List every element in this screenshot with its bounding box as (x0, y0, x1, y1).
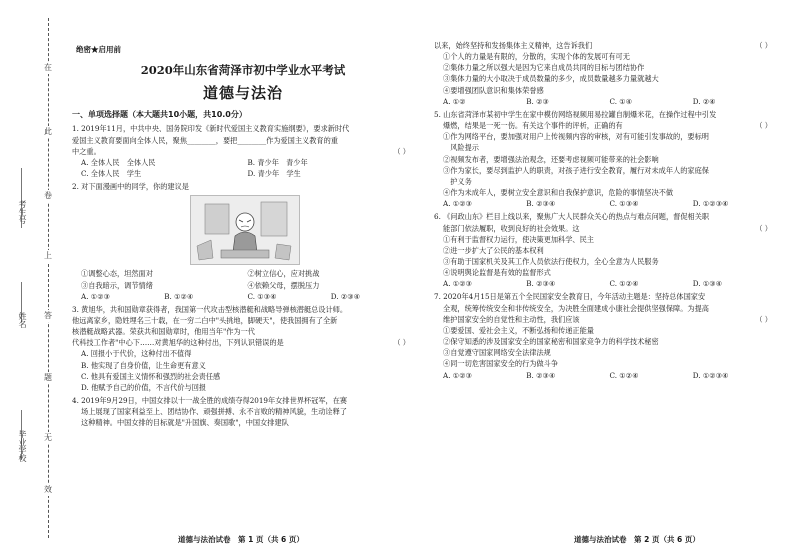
option: ②视频发布者，要增强法治观念，还要考虑视频可能带来的社会影响 (443, 154, 659, 164)
question-line: 全观，统筹传统安全和非传统安全，为决胜全面建成小康社会提供坚强保障。为提高 (443, 303, 709, 313)
answer-choices (434, 96, 776, 107)
question-4 (72, 395, 414, 428)
option: D. 他赋予自己的价值，不言代价与回报 (81, 382, 207, 392)
option: ①作为网络平台，要加强对用户上传视频内容的审核，对有可能引发事故的，要标明 (443, 132, 709, 142)
page-1 (72, 52, 414, 530)
question-line: 5. 山东省菏泽市某初中学生在家中模仿网络视频用易拉罐自制爆米花，在操作过程中引发 (434, 109, 717, 119)
answer-choice: B. ②③ (526, 96, 549, 106)
option: ③集体力量的大小取决于成员数量的多少，成员数量越多力量就越大 (443, 74, 659, 84)
answer-paren: （ ） (755, 223, 772, 233)
option: ④要增强团队意识和集体荣誉感 (443, 85, 544, 95)
question-line: 1. 2019年11月，中共中央、国务院印发《新时代爱国主义教育实施纲要》，要求新时代 (72, 124, 350, 134)
answer-choice: B. ②③④ (526, 199, 556, 209)
seal-dashed-line (48, 18, 49, 538)
question-line (434, 223, 776, 234)
option: C. 全体人民 学生 (81, 169, 142, 179)
option: B. 青少年 青少年 (247, 157, 308, 167)
question-line: 这种精神。中国女排的目标就是"升国旗、奏国歌"，中国女排建队 (81, 418, 289, 428)
option: A. 全体人民 全体人民 (81, 157, 156, 167)
option: ①要爱国、爱社会主义，不断弘扬和传递正能量 (443, 325, 594, 335)
question-text: 以来，始终坚持和发扬集体主义精神，这告诉我们 (434, 41, 593, 50)
page-footer-2: 道德与法治试卷 第 2 页（共 6 页） (574, 535, 700, 545)
section-heading: 一、单项选择题（本大题共10小题，共10.0分） (72, 110, 247, 120)
seal-char: 在 (42, 62, 54, 74)
answer-paren: （ ） (393, 338, 410, 348)
answer-choice: A. ①②③ (81, 291, 111, 301)
question-6 (434, 211, 776, 289)
answer-choice: A. ①② (443, 96, 466, 106)
option: ①调整心态，坦然面对 (81, 269, 153, 279)
seal-char: 无 (42, 432, 54, 444)
question-line (72, 337, 414, 348)
seal-char: 此 (42, 126, 54, 138)
binding-strip (0, 0, 58, 560)
option: ④依赖父母，摆脱压力 (247, 280, 320, 290)
option: ④作为未成年人，要树立安全意识和自我保护意识，危险的事情坚决不做 (443, 188, 674, 198)
question-5 (434, 109, 776, 209)
question-line (72, 146, 414, 157)
answer-choice: A. ①②③ (443, 370, 473, 380)
option: B. 他实现了自身价值，让生命更有意义 (81, 360, 206, 370)
option: ①个人的力量是有限的，分散的，实现个体的发展可有可无 (443, 52, 630, 62)
seal-char: 效 (42, 484, 54, 496)
page-footer-1: 道德与法治试卷 第 1 页（共 6 页） (178, 535, 304, 545)
options (72, 157, 414, 179)
option: D. 青少年 学生 (247, 169, 301, 179)
page-2 (434, 40, 776, 530)
answer-choice: B. ②③④ (526, 279, 556, 289)
name-label: 姓名 (18, 312, 27, 328)
answer-choice: C. ①④ (609, 96, 633, 106)
school-label: 毕业学校 (18, 430, 27, 462)
option: ②进一步扩大了公民的基本权利 (443, 245, 544, 255)
answer-choice: C. ①②④ (609, 279, 639, 289)
confidential-mark: 绝密★启用前 (76, 45, 121, 54)
question-line: 核潜艇战略武器。荣获共和国勋章时，他用当年"作为一代 (72, 327, 255, 337)
option: ③有助于国家机关及其工作人员依法行使权力，全心全意为人民服务 (443, 256, 659, 266)
exam-title: 2020年山东省菏泽市初中学业水平考试 (140, 63, 346, 77)
answer-paren: （ ） (755, 121, 772, 131)
student-id-label: 考生号 (18, 200, 27, 224)
question-line (434, 40, 776, 51)
question-line: 2. 对下面漫画中的同学，你的建议是 (72, 182, 189, 192)
question-text: 代科技工作者"中心下……对黄旭华的这种付出，下列认识错误的是 (72, 338, 284, 348)
answer-choices (434, 278, 776, 289)
question-2 (72, 181, 414, 302)
option: ②集体力量之所以强大是因为它来自成员共同的目标与团结协作 (443, 63, 645, 73)
options (72, 268, 414, 290)
option: ①有利于监督权力运行，使决策更加科学、民主 (443, 234, 594, 244)
question-line (434, 120, 776, 131)
answer-choice: D. ②④ (692, 96, 716, 106)
question-text: 中之重。 (72, 146, 101, 156)
option: ②保守知悉的涉及国家安全的国家秘密和国家竞争力的科学技术秘密 (443, 337, 659, 347)
answer-choice: C. ①③④ (247, 291, 277, 301)
question-line: 6. 《问政山东》栏目上线以来，聚焦广大人民群众关心的热点与难点问题，督促相关职 (434, 212, 710, 222)
answer-choice: A. ①②③ (443, 199, 473, 209)
option: C. 他具有爱国主义情怀和强烈的社会责任感 (81, 371, 221, 381)
answer-choice: B. ②③④ (526, 370, 556, 380)
answer-choice: C. ①②④ (609, 370, 639, 380)
question-text: 维护国家安全的自觉性和主动性，我们应该 (443, 314, 580, 324)
answer-choice: D. ②③④ (330, 291, 361, 301)
answer-paren: （ ） (755, 41, 772, 50)
seal-char: 上 (42, 250, 54, 262)
option: ③作为家长，要尽到监护人的职责，对孩子进行安全教育，履行对未成年人的家庭保 (443, 165, 709, 175)
answer-paren: （ ） (393, 146, 410, 156)
question-line: 他远离家乡，隐姓埋名三十载，在一穷二白中"头挑地，脚硬天"，使我国拥有了全新 (72, 316, 338, 326)
answer-choice: A. ①②③ (443, 279, 473, 289)
answer-choice: D. ①②③④ (692, 199, 729, 209)
answer-choices (434, 370, 776, 381)
question-1 (72, 123, 414, 179)
answer-choice: C. ①③④ (609, 199, 639, 209)
question-line (434, 314, 776, 325)
question-line: 7. 2020年4月15日是第五个全民国家安全教育日，今年活动主题是：坚持总体国家安 (434, 292, 706, 302)
option: ③自觉遵守国家网络安全法律法规 (443, 348, 551, 358)
question-text: 爆燃，结果是一死一伤。有关这个事件的评析，正确的有 (443, 121, 623, 131)
question-7 (434, 291, 776, 380)
answer-choices (434, 198, 776, 209)
answer-choice: D. ①③④ (692, 279, 723, 289)
cartoon-image (190, 195, 300, 265)
option: ③自我暗示，调节情绪 (81, 280, 153, 290)
question-line: 场上展现了国家利益至上、团结协作、顽强拼搏、永不言败的精神风貌，生动诠释了 (81, 407, 347, 417)
seal-char: 卷 (42, 190, 54, 202)
option: A. 回报小于代价，这种付出不值得 (81, 349, 192, 359)
question-line: 4. 2019年9月29日，中国女排以十一战全胜的成绩夺得2019年女排世界杯冠军，在赛 (72, 396, 348, 406)
option: ④说明舆论监督是有效的监督形式 (443, 268, 551, 278)
answer-paren: （ ） (755, 314, 772, 324)
question-3 (72, 304, 414, 393)
option: ④同一切危害国家安全的行为做斗争 (443, 359, 559, 369)
question-4-continued (434, 40, 776, 107)
answer-choices (72, 291, 414, 302)
cartoon-drawing (191, 196, 299, 264)
question-text: 能部门依法履职，收到良好的社会效果。这 (443, 223, 580, 233)
question-line: 爱国主义教育要面向全体人民，聚焦________，要把________作为爱国主义教育的重 (72, 135, 338, 145)
answer-choice: B. ①②④ (164, 291, 194, 301)
seal-char: 题 (42, 372, 54, 384)
option: ②树立信心，应对挑战 (247, 269, 320, 279)
answer-choice: D. ①②③④ (692, 370, 729, 380)
question-line: 3. 黄旭华，共和国勋章获得者，我国第一代攻击型核潜艇和战略导弹核潜艇总设计师。 (72, 304, 348, 314)
option: 风险提示 (443, 143, 479, 153)
option: 护义务 (443, 176, 472, 186)
seal-char: 答 (42, 310, 54, 322)
subject-title: 道德与法治 (202, 83, 283, 102)
